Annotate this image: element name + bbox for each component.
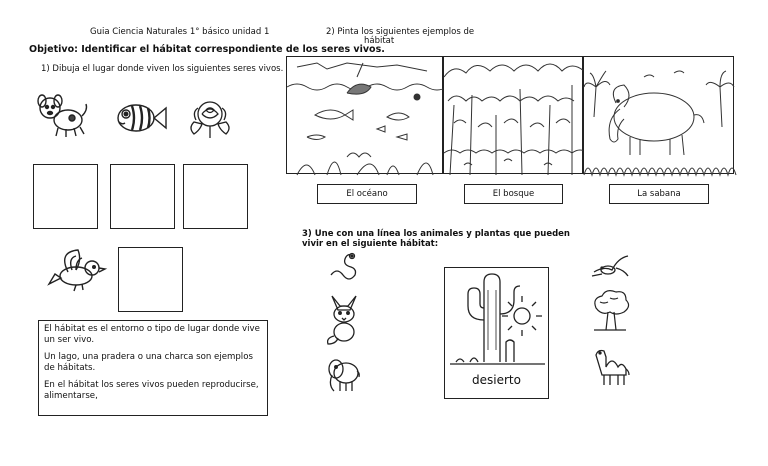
rose-icon	[186, 96, 236, 140]
snake-icon[interactable]	[327, 253, 359, 279]
fox-icon[interactable]	[326, 292, 362, 344]
drawing-box-dog[interactable]	[33, 164, 98, 229]
section-1-instruction: 1) Dibuja el lugar donde viven los siguientes seres vivos.	[41, 64, 284, 74]
question-2-heading: 2) Pinta los siguientes ejemplos de	[326, 27, 475, 37]
elephant-icon[interactable]	[326, 355, 360, 393]
fish-icon	[108, 98, 168, 138]
page-title: Guia Ciencia Naturales 1° básico unidad 1	[90, 27, 270, 37]
dog-icon	[34, 92, 90, 138]
drawing-box-fish[interactable]	[110, 164, 175, 229]
section-3-instruction: 3) Une con una línea los animales y plantas que pueden vivir en el siguiente hábitat:	[302, 229, 570, 249]
label-forest: El bosque	[464, 184, 563, 204]
camel-icon[interactable]	[590, 345, 630, 387]
info-paragraph-2: Un lago, una pradera o una charca son ejemplos de hábitats.	[44, 352, 253, 373]
savanna-scene-icon[interactable]	[583, 56, 734, 174]
habitat-info-box	[38, 320, 268, 416]
label-ocean: El océano	[317, 184, 417, 204]
cactus-icon	[450, 270, 545, 366]
label-savanna: La sabana	[609, 184, 709, 204]
question-2-cut-text: hábitat	[364, 36, 395, 46]
tree-icon[interactable]	[590, 290, 630, 332]
drawing-box-rose[interactable]	[183, 164, 248, 229]
forest-scene-icon[interactable]	[443, 56, 583, 174]
info-paragraph-1: El hábitat es el entorno o tipo de lugar donde vive un ser vivo.	[44, 324, 260, 345]
flying-bird-icon[interactable]	[590, 252, 632, 280]
objective: Objetivo: Identificar el hábitat correspondiente de los seres vivos.	[29, 44, 385, 55]
drawing-box-bird[interactable]	[118, 247, 183, 312]
info-paragraph-3: En el hábitat los seres vivos pueden reproducirse, alimentarse,	[44, 380, 259, 401]
ocean-scene-icon[interactable]	[286, 56, 443, 174]
bird-icon	[46, 248, 106, 296]
desert-label: desierto	[472, 373, 521, 387]
